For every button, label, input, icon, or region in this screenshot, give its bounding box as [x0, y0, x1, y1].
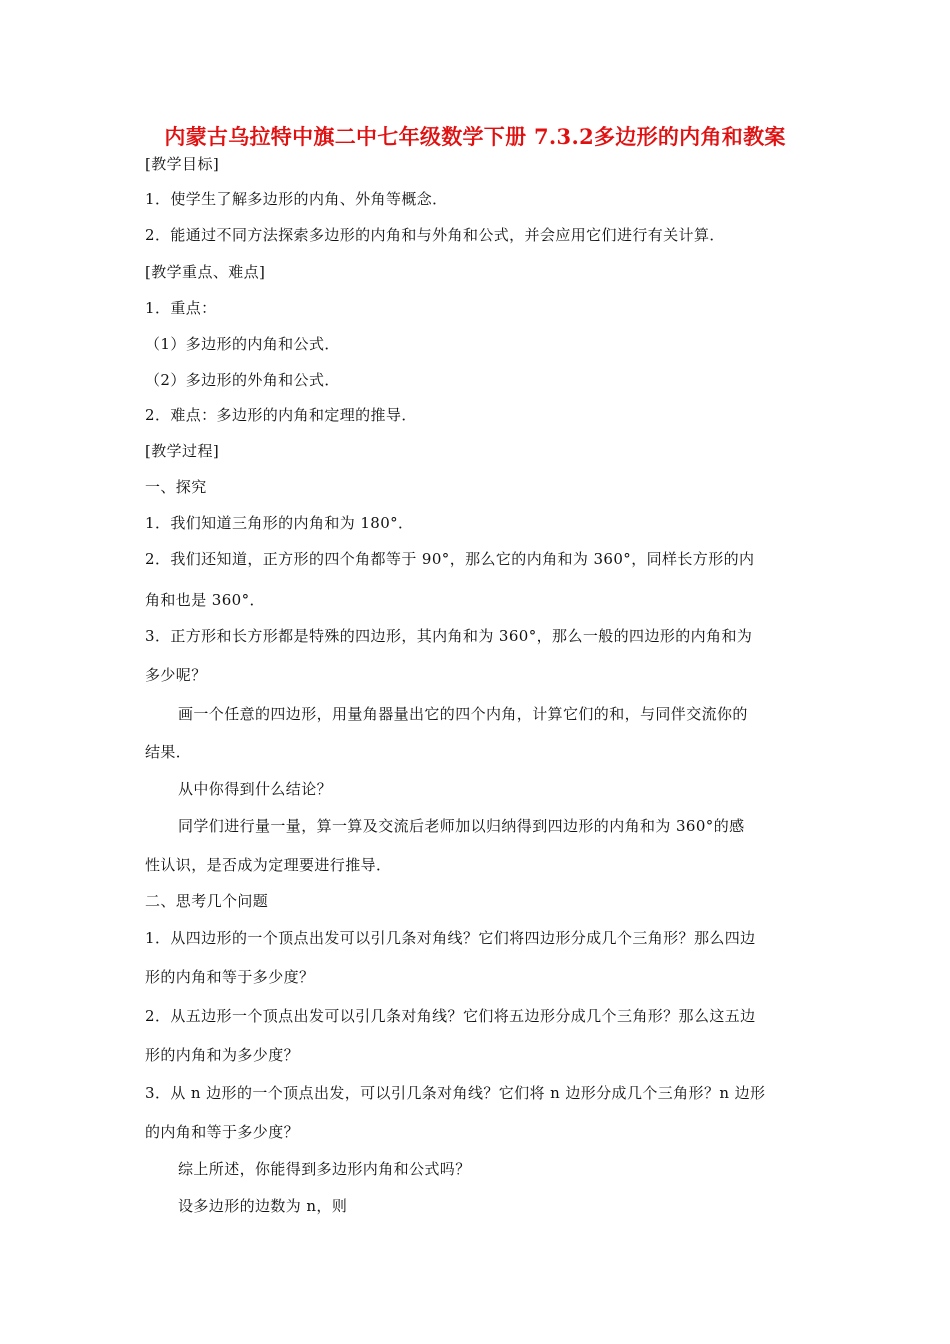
key-point-label: 1．重点： — [145, 299, 217, 317]
section-heading-objectives: [教学目标] — [145, 155, 220, 173]
section-heading-key-points: [教学重点、难点] — [145, 263, 266, 281]
activity-paragraph: 画一个任意的四边形，用量角器量出它的四个内角，计算它们的和，与同伴交流你的 — [178, 705, 748, 723]
activity-paragraph-cont: 结果． — [145, 743, 192, 761]
difficulty: 2．难点：多边形的内角和定理的推导． — [145, 406, 417, 424]
formula-question: 综上所述，你能得到多边形内角和公式吗？ — [178, 1160, 471, 1178]
objective-2: 2．能通过不同方法探索多边形的内角和与外角和公式，并会应用它们进行有关计算． — [145, 226, 725, 244]
explore-item-3-cont: 多少呢？ — [145, 666, 207, 684]
explore-item-2-cont: 角和也是 360°． — [145, 591, 265, 609]
part-two-heading: 二、思考几个问题 — [145, 892, 269, 910]
summary-paragraph-cont: 性认识，是否成为定理要进行推导． — [145, 856, 392, 874]
explore-item-2: 2．我们还知道，正方形的四个角都等于 90°，那么它的内角和为 360°，同样长方形的内 — [145, 550, 755, 568]
question-1-cont: 形的内角和等于多少度？ — [145, 968, 315, 986]
question-2: 2．从五边形一个顶点出发可以引几条对角线？它们将五边形分成几个三角形？那么这五边 — [145, 1007, 756, 1025]
conclusion-question: 从中你得到什么结论？ — [178, 780, 333, 798]
formula-setup: 设多边形的边数为 n，则 — [178, 1197, 348, 1215]
question-2-cont: 形的内角和为多少度？ — [145, 1046, 300, 1064]
explore-item-1: 1．我们知道三角形的内角和为 180°． — [145, 514, 414, 532]
objective-1: 1．使学生了解多边形的内角、外角等概念． — [145, 190, 448, 208]
question-3: 3．从 n 边形的一个顶点出发，可以引几条对角线？它们将 n 边形分成几个三角形？n 边形 — [145, 1084, 766, 1102]
question-3-cont: 的内角和等于多少度？ — [145, 1123, 300, 1141]
section-heading-process: [教学过程] — [145, 442, 220, 460]
part-one-heading: 一、探究 — [145, 478, 207, 496]
document-title: 内蒙古乌拉特中旗二中七年级数学下册 7.3.2多边形的内角和教案 — [164, 124, 786, 149]
key-point-1: （1）多边形的内角和公式． — [145, 335, 340, 353]
summary-paragraph: 同学们进行量一量，算一算及交流后老师加以归纳得到四边形的内角和为 360°的感 — [178, 817, 745, 835]
explore-item-3: 3．正方形和长方形都是特殊的四边形，其内角和为 360°，那么一般的四边形的内角和为 — [145, 627, 753, 645]
question-1: 1．从四边形的一个顶点出发可以引几条对角线？它们将四边形分成几个三角形？那么四边 — [145, 929, 756, 947]
key-point-2: （2）多边形的外角和公式． — [145, 371, 340, 389]
